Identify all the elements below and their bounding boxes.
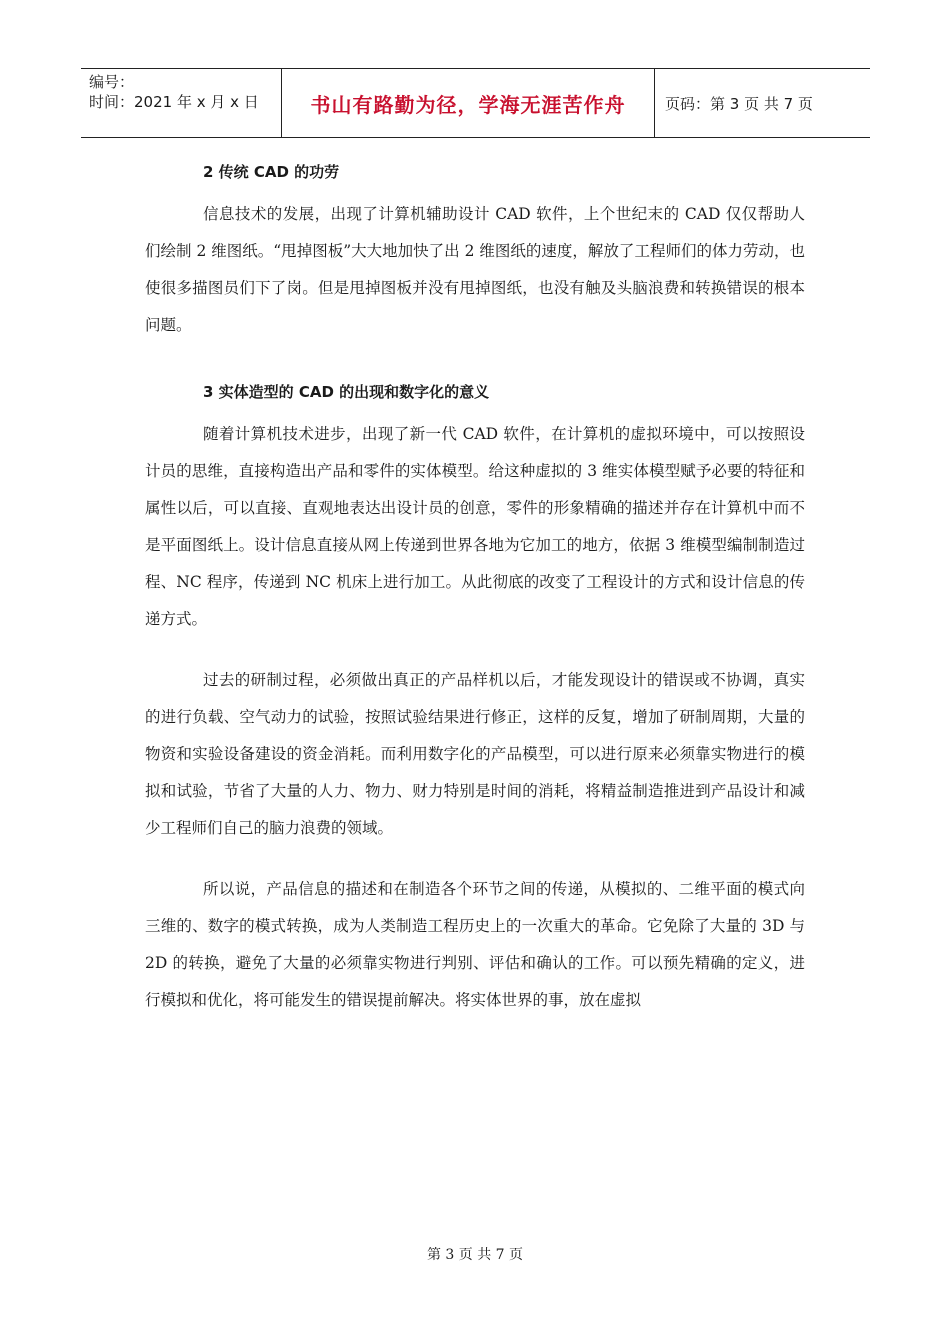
date-label: 时间：2021 年 x 月 x 日	[89, 93, 259, 111]
page-info-text: 页码：第 3 页 共 7 页	[665, 94, 813, 113]
header-page-info	[655, 69, 870, 137]
paragraph: 随着计算机技术进步，出现了新一代 CAD 软件，在计算机的虚拟环境中，可以按照设计员的思维，直接构造出产品和零件的实体模型。给这种虚拟的 3 维实体模型赋予必要的特征和属性以后，可以直接、直观地表达出设计员的创意，零件的形象精确的描述并存在计算机中而不是平面图纸上。设计信息直接从网上传递到世界各地为它加工的地方，依据 3 维模型编制制造过程、NC 程序，传递到 NC 机床上进行加工。从此彻底的改变了工程设计的方式和设计信息的传递方式。	[145, 425, 805, 628]
header-motto-cell	[282, 69, 655, 137]
footer-page-number: 第 3 页 共 7 页	[426, 1247, 524, 1263]
section-heading: 3 实体造型的 CAD 的出现和数字化的意义	[203, 383, 490, 401]
number-label: 编号：	[89, 73, 135, 91]
paragraph: 过去的研制过程，必须做出真正的产品样机以后，才能发现设计的错误或不协调，真实的进行负载、空气动力的试验，按照试验结果进行修正，这样的反复，增加了研制周期，大量的物资和实验设备建设的资金消耗。而利用数字化的产品模型，可以进行原来必须靠实物进行的模拟和试验，节省了大量的人力、物力、财力特别是时间的消耗，将精益制造推进到产品设计和减少工程师们自己的脑力浪费的领域。	[145, 671, 805, 837]
document-body	[145, 148, 805, 1043]
header-meta	[81, 69, 282, 137]
motto-text: 书山有路勤为径，学海无涯苦作舟	[310, 92, 626, 117]
page-header	[81, 68, 870, 138]
section-heading: 2 传统 CAD 的功劳	[203, 163, 340, 181]
paragraph: 所以说，产品信息的描述和在制造各个环节之间的传递，从模拟的、二维平面的模式向三维的、数字的模式转换，成为人类制造工程历史上的一次重大的革命。它免除了大量的 3D 与 2D 的转换，避免了大量的必须靠实物进行判别、评估和确认的工作。可以预先精确的定义，进行模拟和优化，将可能发生的错误提前解决。将实体世界的事，放在虚拟	[145, 880, 805, 1009]
page-footer	[0, 1244, 950, 1264]
paragraph: 信息技术的发展，出现了计算机辅助设计 CAD 软件，上个世纪末的 CAD 仅仅帮助人们绘制 2 维图纸。“甩掉图板”大大地加快了出 2 维图纸的速度，解放了工程师们的体力劳动，也使很多描图员们下了岗。但是甩掉图板并没有甩掉图纸，也没有触及头脑浪费和转换错误的根本问题。	[145, 205, 805, 334]
